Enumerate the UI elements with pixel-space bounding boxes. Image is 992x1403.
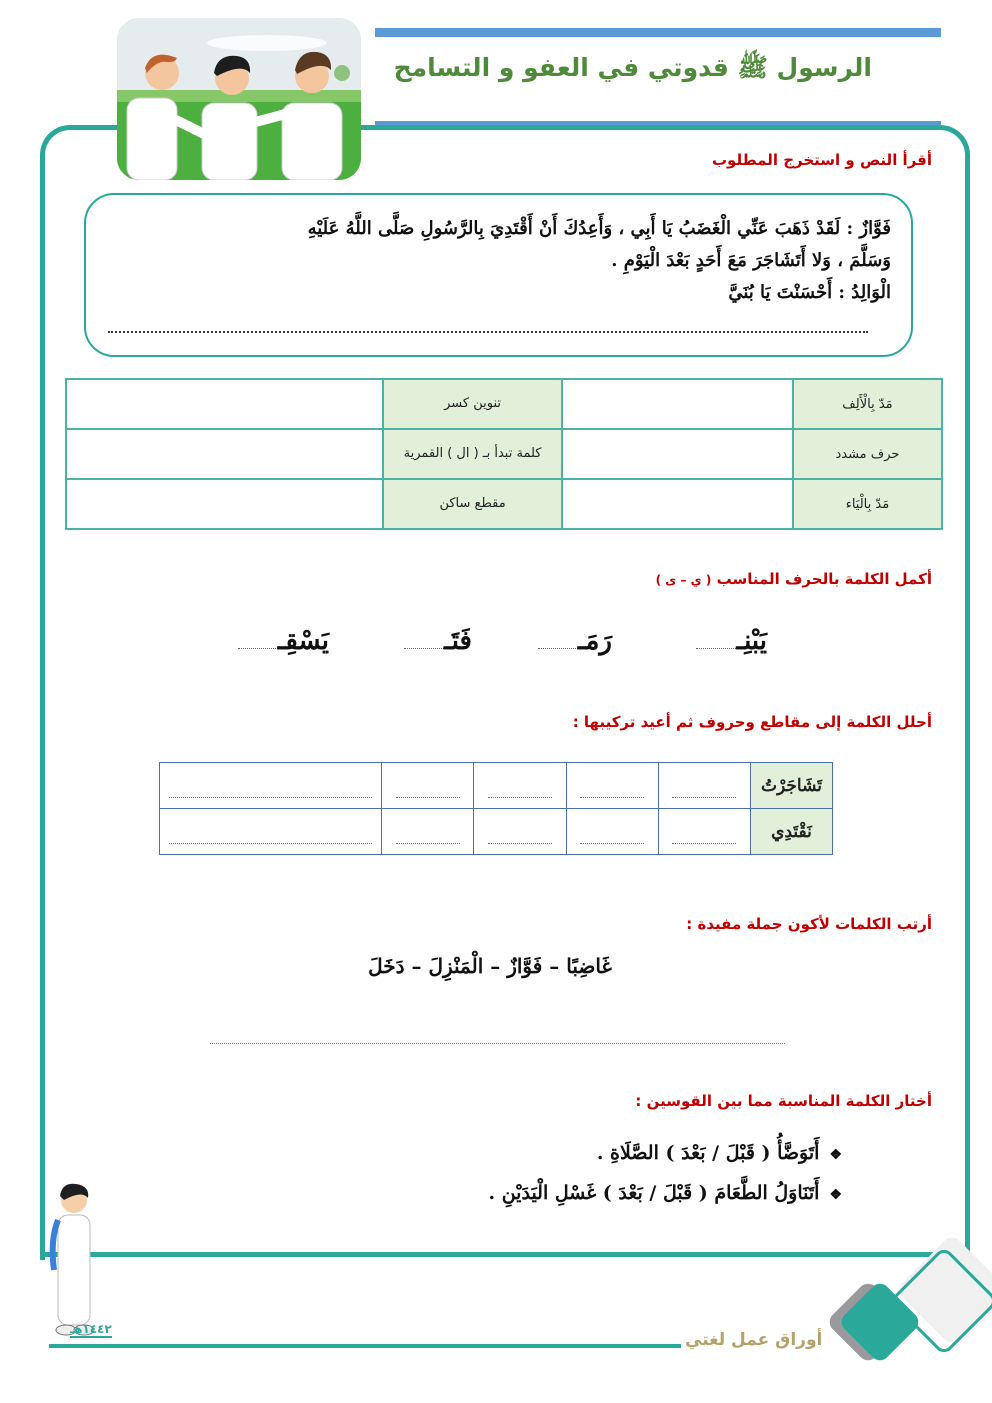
passage-line-1: فَوَّازٌ : لَقَدْ ذَهَبَ عَنِّي الْغَضَبُ يَا أَبِي ، وَأَعِدُكَ أَنْ أَقْتَدِيَ بِالرَّسُولِ صَلَّى اللَّهُ عَلَيْهِ xyxy=(307,218,891,239)
blank-line[interactable] xyxy=(538,648,578,649)
label-cell: مقطع ساكن xyxy=(383,479,562,529)
answer-cell[interactable] xyxy=(562,379,793,429)
answer-cell[interactable] xyxy=(658,809,750,855)
section-complete-heading-text: أكمل الكلمة بالحرف المناسب xyxy=(716,570,932,588)
choice-text: أَتَوَضَّأُ ( قَبْلَ / بَعْدَ ) الصَّلَاةِ . xyxy=(596,1142,820,1164)
choice-item-1 xyxy=(597,1142,842,1164)
answer-cell[interactable] xyxy=(474,809,566,855)
header-top-bar xyxy=(375,28,941,37)
footer-line-left xyxy=(49,1344,681,1348)
blank-line[interactable] xyxy=(238,648,278,649)
table-row xyxy=(66,479,942,529)
blank-line[interactable] xyxy=(696,648,736,649)
label-cell: حرف مشدد xyxy=(793,429,942,479)
answer-cell[interactable] xyxy=(160,809,382,855)
answer-cell[interactable] xyxy=(566,763,658,809)
complete-word-4 xyxy=(238,626,329,656)
complete-word-3 xyxy=(404,626,472,656)
boy-character-illustration xyxy=(44,1180,104,1340)
answer-cell[interactable] xyxy=(658,763,750,809)
section-arrange-heading: أرتب الكلمات لأكون جملة مفيدة : xyxy=(686,915,932,933)
word-stem: رَمَـ xyxy=(577,626,612,656)
answer-cell[interactable] xyxy=(382,763,474,809)
label-cell: مَدّ بِالْيَاء xyxy=(793,479,942,529)
passage-line-2: وَسَلَّمَ ، وَلا أَتَشَاجَرَ مَعَ أَحَدٍ بَعْدَ الْيَوْمِ . xyxy=(611,250,891,271)
label-cell: مَدّ بِالْأَلِف xyxy=(793,379,942,429)
answer-cell[interactable] xyxy=(66,479,383,529)
diamond-bullet-icon: ❖ xyxy=(829,1187,842,1203)
answer-cell[interactable] xyxy=(66,429,383,479)
table-row xyxy=(160,763,833,809)
answer-cell[interactable] xyxy=(562,479,793,529)
answer-dotted-line[interactable] xyxy=(210,1043,785,1044)
word-stem: فَتَـ xyxy=(444,626,472,656)
complete-word-2 xyxy=(538,626,612,656)
choice-item-2 xyxy=(488,1182,842,1204)
section-choose-heading: أختار الكلمة المناسبة مما بين القوسين : xyxy=(635,1092,932,1110)
footer-brand: أوراق عمل لغتي xyxy=(685,1330,823,1350)
section-analyze-heading: أحلل الكلمة إلى مقاطع وحروف ثم أعيد تركيبها : xyxy=(572,713,932,731)
boys-arguing-illustration xyxy=(117,18,361,180)
table-row xyxy=(160,809,833,855)
complete-word-1 xyxy=(696,626,767,656)
reading-passage xyxy=(84,193,913,357)
page-title: الرسول ﷺ قدوتي في العفو و التسامح xyxy=(393,53,872,82)
section-complete-heading xyxy=(656,570,932,588)
scrambled-words: غَاضِبًا – فَوَّازٌ – الْمَنْزِلَ – دَخَلَ xyxy=(368,954,612,978)
answer-cell[interactable] xyxy=(566,809,658,855)
table-row xyxy=(66,379,942,429)
footer-year: ١٤٤٢هـ xyxy=(70,1322,112,1336)
blank-line[interactable] xyxy=(404,648,444,649)
table-row xyxy=(66,429,942,479)
extract-table xyxy=(65,378,943,530)
answer-cell[interactable] xyxy=(474,763,566,809)
passage-line-3: الْوَالِدُ : أَحْسَنْتَ يَا بُنَيَّ xyxy=(728,282,891,303)
section-read-heading: أقرأ النص و استخرج المطلوب xyxy=(711,151,932,169)
choice-text: أَتَنَاوَلُ الطَّعَامَ ( قَبْلَ / بَعْدَ ) غَسْلِ الْيَدَيْنِ . xyxy=(488,1182,820,1204)
passage-dotted-line xyxy=(108,323,868,333)
diamond-bullet-icon: ❖ xyxy=(829,1147,842,1163)
label-cell: تنوين كسر xyxy=(383,379,562,429)
word-cell: تَشَاجَرْتُ xyxy=(751,763,833,809)
answer-cell[interactable] xyxy=(382,809,474,855)
letter-options: ( ي – ى ) xyxy=(655,573,712,587)
label-cell: كلمة تبدأ بـ ( ال ) القمرية xyxy=(383,429,562,479)
word-stem: يَبْنِـ xyxy=(736,626,767,656)
answer-cell[interactable] xyxy=(160,763,382,809)
answer-cell[interactable] xyxy=(66,379,383,429)
frame-bottom-line xyxy=(40,1252,970,1257)
word-stem: يَسْقِـ xyxy=(277,626,329,656)
word-cell: نَقْتَدِي xyxy=(751,809,833,855)
answer-cell[interactable] xyxy=(562,429,793,479)
syllable-table xyxy=(159,762,833,855)
